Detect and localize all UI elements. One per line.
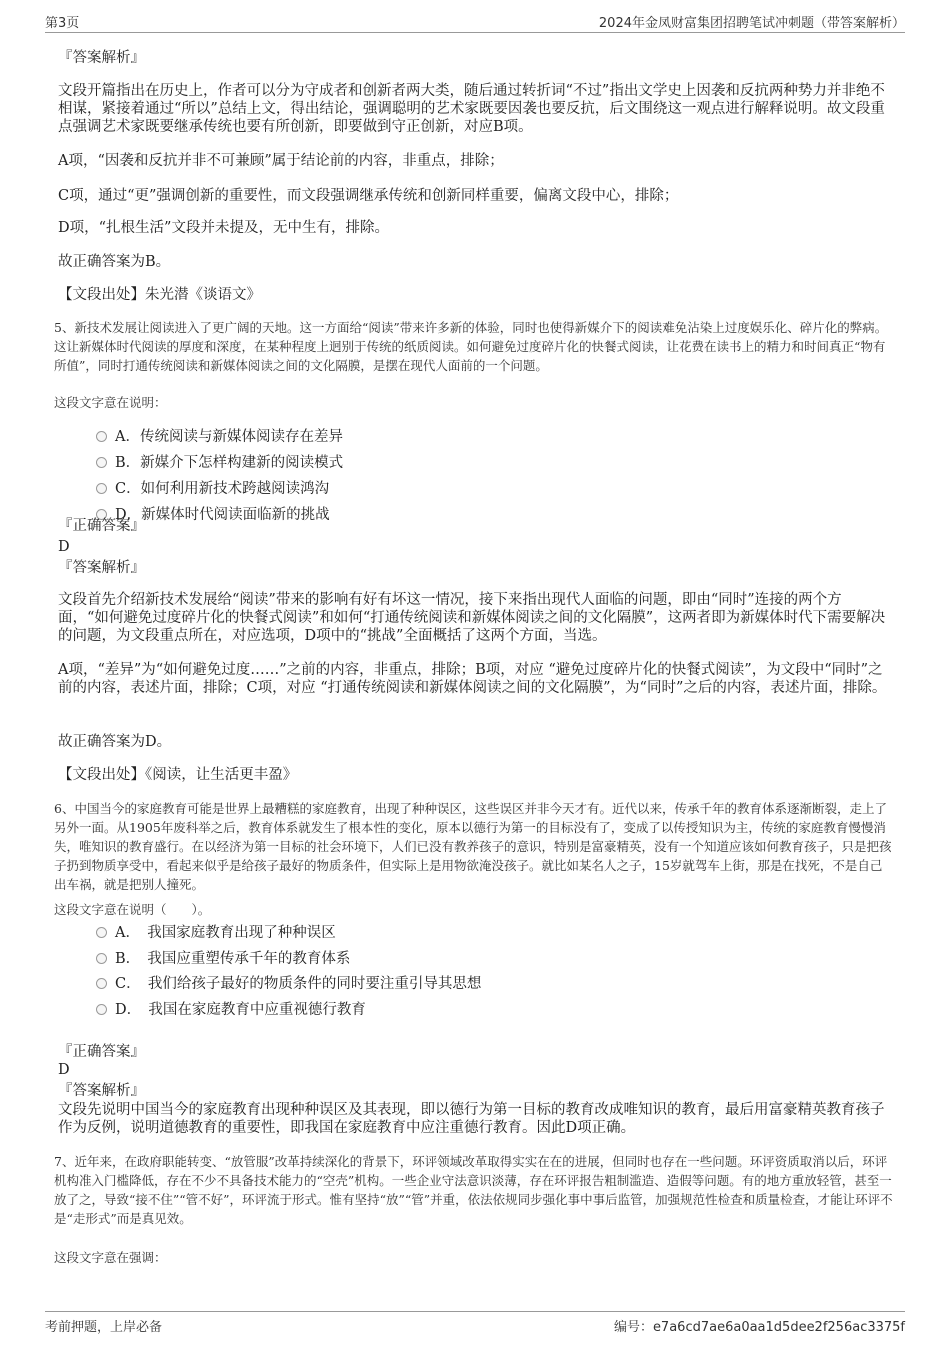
q4-analysis-option-a: A项，“因袭和反抗并非不可兼顾”属于结论前的内容，非重点，排除；: [58, 153, 504, 169]
q5-analysis-heading: 『答案解析』: [58, 560, 145, 576]
option-label: C．如何利用新技术跨越阅读鸿沟: [115, 481, 330, 497]
option-label: A． 我国家庭教育出现了种种误区: [115, 925, 336, 941]
q4-analysis-heading: 『答案解析』: [58, 50, 145, 66]
q4-analysis-option-c: C项，通过“更”强调创新的重要性，而文段强调继承传统和创新同样重要，偏离文段中心，排除；: [58, 188, 679, 204]
radio-icon[interactable]: [96, 1004, 107, 1015]
radio-icon[interactable]: [96, 431, 107, 442]
radio-icon[interactable]: [96, 483, 107, 494]
page-footer: [45, 1311, 905, 1342]
q6-option-a[interactable]: [96, 924, 336, 942]
page-number: 第3页: [45, 16, 80, 31]
document-code: 编号：e7a6cd7ae6a0aa1d5dee2f256ac3375f: [613, 1320, 905, 1335]
q5-conclusion: 故正确答案为D。: [58, 734, 172, 750]
q5-analysis-paragraph-2: A项，“差异”为“如何避免过度……”之前的内容，非重点，排除；B项，对应 “避免过度碎片化的快餐式阅读”，为文段中“同时”之前的内容，表述片面，排除；C项，对应 “打通传统阅读和新媒体阅读之间的文化隔膜”，为“同时”之后的内容，表述片面，排除。: [58, 662, 887, 696]
option-label: A．传统阅读与新媒体阅读存在差异: [115, 429, 343, 445]
q5-stem: 5、新技术发展让阅读进入了更广阔的天地。这一方面给“阅读”带来许多新的体验，同时也使得新媒介下的阅读难免沾染上过度娱乐化、碎片化的弊病。这让新媒体时代阅读的厚度和深度，在某种程度上迥别于传统的纸质阅读。如何避免过度碎片化的快餐式阅读，让花费在读书上的精力和时间真正“物有所值”，同时打通传统阅读和新媒体阅读之间的文化隔膜，是摆在现代人面前的一个问题。: [54, 320, 888, 373]
option-label: B．新媒介下怎样构建新的阅读模式: [115, 455, 344, 471]
footer-slogan: 考前押题，上岸必备: [45, 1320, 163, 1335]
q5-answer-heading: 『正确答案』: [58, 518, 145, 534]
radio-icon[interactable]: [96, 978, 107, 989]
q5-option-a[interactable]: [96, 428, 343, 446]
option-label: D．新媒体时代阅读面临新的挑战: [115, 507, 330, 523]
q5-answer: D: [58, 539, 70, 555]
q6-analysis-heading: 『答案解析』: [58, 1083, 145, 1099]
option-label: D． 我国在家庭教育中应重视德行教育: [115, 1002, 366, 1018]
q5-analysis-paragraph-1: 文段首先介绍新技术发展给“阅读”带来的影响有好有坏这一情况，接下来指出现代人面临的问题，即由“同时”连接的两个方面，“如何避免过度碎片化的快餐式阅读”和如何“打通传统阅读和新媒体阅读之间的文化隔膜”，这两者即为新媒体时代下需要解决的问题，为文段重点所在，对应选项，D项中的“挑战”全面概括了这两个方面，当选。: [58, 592, 886, 644]
q4-source: 【文段出处】朱光潜《谈语文》: [58, 287, 261, 303]
q4-analysis-paragraph: 文段开篇指出在历史上，作者可以分为守成者和创新者两大类，随后通过转折词“不过”指出文学史上因袭和反抗两种势力并非绝不相谋，紧接着通过“所以”总结上文，得出结论，强调聪明的艺术家既要因袭也要反抗，后文围绕这一观点进行解释说明。故文段重点强调艺术家既要继承传统也要有所创新，即要做到守正创新，对应B项。: [58, 83, 885, 135]
q6-option-c[interactable]: [96, 975, 481, 993]
q4-analysis-option-d: D项，“扎根生活”文段并未提及，无中生有，排除。: [58, 220, 389, 236]
q7-prompt: 这段文字意在强调：: [54, 1250, 167, 1265]
q6-analysis-paragraph: 文段先说明中国当今的家庭教育出现种种误区及其表现，即以德行为第一目标的教育改成唯知识的教育，最后用富豪精英教育孩子作为反例，说明道德教育的重要性，即我国在家庭教育中应注重德行教育。因此D项正确。: [58, 1102, 885, 1136]
radio-icon[interactable]: [96, 457, 107, 468]
q5-option-c[interactable]: [96, 480, 329, 498]
q5-source: 【文段出处】《阅读，让生活更丰盈》: [58, 767, 298, 783]
q6-option-b[interactable]: [96, 950, 350, 968]
radio-icon[interactable]: [96, 953, 107, 964]
radio-icon[interactable]: [96, 927, 107, 938]
option-label: B． 我国应重塑传承千年的教育体系: [115, 951, 351, 967]
q6-stem: 6、中国当今的家庭教育可能是世界上最糟糕的家庭教育，出现了种种误区，这些误区并非今天才有。近代以来，传承千年的教育体系逐渐断裂，走上了另外一面。从1905年废科举之后，教育体系就发生了根本性的变化，原本以德行为第一的目标没有了，变成了以传授知识为主，传统的家庭教育慢慢消失，唯知识的教育盛行。在以经济为第一目标的社会环境下，人们已没有教养孩子的意识，特别是富豪精英，没有一个知道应该如何教育孩子，只是把孩子扔到物质享受中，看起来似乎是给孩子最好的物质条件，但实际上是用物欲淹没孩子。就比如某名人之子，15岁就驾车上街，那是在找死，不是自己出车祸，就是把别人撞死。: [54, 801, 892, 892]
q6-option-d[interactable]: [96, 1001, 366, 1019]
q6-prompt: 这段文字意在说明（ ）。: [54, 902, 211, 917]
q5-option-b[interactable]: [96, 454, 343, 472]
q4-conclusion: 故正确答案为B。: [58, 254, 171, 270]
document-title: 2024年金凤财富集团招聘笔试冲刺题（带答案解析）: [598, 16, 905, 31]
q5-prompt: 这段文字意在说明：: [54, 395, 167, 410]
q7-stem: 7、近年来，在政府职能转变、“放管服”改革持续深化的背景下，环评领域改革取得实实在在的进展，但同时也存在一些问题。环评资质取消以后，环评机构准入门槛降低，存在不少不具备技术能力的“空壳”机构。一些企业守法意识淡薄，存在环评报告粗制滥造、造假等问题。有的地方重放轻管，甚至一放了之，导致“接不住”“管不好”，环评流于形式。惟有坚持“放”“管”并重，依法依规同步强化事中事后监管，加强规范性检查和质量检查，才能让环评不是“走形式”而是真见效。: [54, 1154, 893, 1226]
page-header: [45, 10, 905, 33]
q6-answer: D: [58, 1062, 70, 1078]
q6-answer-heading: 『正确答案』: [58, 1044, 145, 1060]
option-label: C． 我们给孩子最好的物质条件的同时要注重引导其思想: [115, 976, 482, 992]
